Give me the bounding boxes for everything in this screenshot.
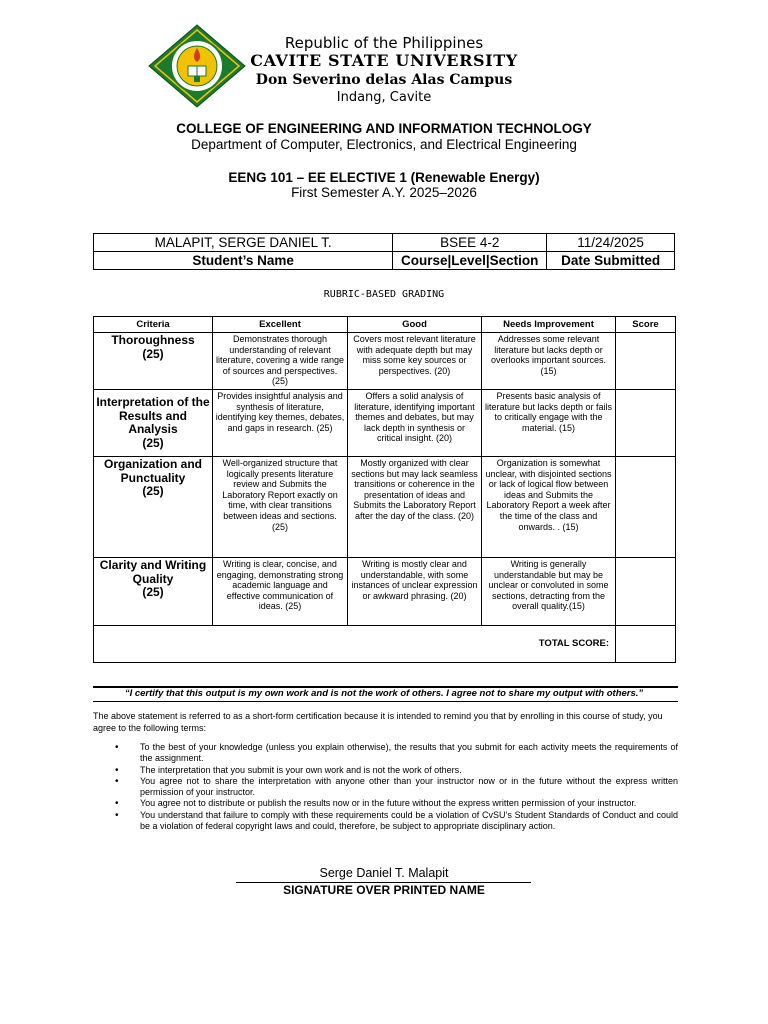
- section-label: Course|Level|Section: [393, 252, 547, 270]
- term-item: • You understand that failure to comply with these requirements could be a violation of CvSU’s Student Standards of Conduct and could be a violation of federal copyright laws and could, therefore, be subject to appropriate disciplinary action.: [93, 810, 678, 833]
- score-cell[interactable]: [616, 333, 676, 390]
- section-value: BSEE 4-2: [393, 234, 547, 252]
- date-value: 11/24/2025: [547, 234, 675, 252]
- certification-paragraph: The above statement is referred to as a short-form certification because it is intended to remind you that by enrolling in this course of study, you agree to the following terms:: [93, 711, 663, 733]
- criteria-cell: [94, 558, 213, 626]
- good-cell: Offers a solid analysis of literature, identifying important themes and debates, but may lack depth in synthesis or critical insight. (20): [348, 390, 482, 457]
- rubric-table: [93, 316, 676, 663]
- department-name: Department of Computer, Electronics, and Electrical Engineering: [191, 137, 577, 152]
- score-cell[interactable]: [616, 558, 676, 626]
- excellent-cell: Writing is clear, concise, and engaging, demonstrating strong academic language and effective communication of ideas. (25): [213, 558, 348, 626]
- header-needs-improvement: Needs Improvement: [482, 317, 616, 333]
- location-text: Indang, Cavite: [336, 90, 432, 105]
- header-score: Score: [616, 317, 676, 333]
- criteria-points: (25): [142, 484, 164, 498]
- rubric-title: RUBRIC-BASED GRADING: [323, 289, 445, 300]
- needs-cell: Addresses some relevant literature but lacks depth or overlooks important sources. (15): [482, 333, 616, 390]
- certification-statement: “I certify that this output is my own work and is not the work of others. I agree not to share my output with others.”: [124, 688, 644, 699]
- rubric-header-row: [94, 317, 676, 333]
- terms-list: [93, 742, 678, 832]
- criteria-name: Organization and Punctuality: [103, 457, 202, 485]
- semester-text: First Semester A.Y. 2025–2026: [291, 185, 477, 200]
- university-seal-icon: [148, 24, 246, 108]
- needs-cell: Presents basic analysis of literature but lacks depth or fails to critically engage with the material. (15): [482, 390, 616, 457]
- rubric-row: [94, 558, 676, 626]
- criteria-cell: [94, 390, 213, 457]
- criteria-name: Clarity and Writing Quality: [99, 558, 207, 586]
- criteria-name: Thoroughness: [111, 333, 195, 347]
- college-name: COLLEGE OF ENGINEERING AND INFORMATION TECHNOLOGY: [176, 121, 592, 136]
- republic-text: Republic of the Philippines: [284, 34, 484, 52]
- certification-rule-bottom: [93, 701, 678, 702]
- term-item: • You agree not to share the interpretation with anyone other than your instructor now or in the future without the express written permission of your instructor.: [93, 776, 678, 799]
- rubric-row: [94, 390, 676, 457]
- excellent-cell: Demonstrates thorough understanding of relevant literature, covering a wide range of sources and perspectives. (25): [213, 333, 348, 390]
- signature-name: Serge Daniel T. Malapit: [319, 866, 449, 880]
- term-item: • The interpretation that you submit is your own work and is not the work of others.: [93, 765, 678, 776]
- criteria-points: (25): [142, 435, 164, 450]
- needs-cell: Organization is somewhat unclear, with disjointed sections or lack of logical flow between ideas and Submits the Laboratory Report a week after the time of the class and onwards. . (15): [482, 457, 616, 558]
- good-cell: Mostly organized with clear sections but may lack seamless transitions or coherence in the presentation of ideas and Submits the Laboratory Report after the day of the class. (20): [348, 457, 482, 558]
- score-cell[interactable]: [616, 457, 676, 558]
- course-title: EENG 101 – EE ELECTIVE 1 (Renewable Energy): [228, 170, 540, 185]
- term-item: • You agree not to distribute or publish the results now or in the future without the express written permission of your instructor.: [93, 798, 678, 809]
- excellent-cell: Well-organized structure that logically presents literature review and Submits the Laboratory Report exactly on time, with clear transitions between ideas and sections. (25): [213, 457, 348, 558]
- header-criteria: Criteria: [94, 317, 213, 333]
- date-label: Date Submitted: [547, 252, 675, 270]
- good-cell: Writing is mostly clear and understandable, with some instances of unclear expression or awkward phrasing. (20): [348, 558, 482, 626]
- criteria-points: (25): [142, 585, 164, 599]
- signature-label: SIGNATURE OVER PRINTED NAME: [283, 883, 485, 897]
- excellent-cell: Provides insightful analysis and synthesis of literature, identifying key themes, debates, and gaps in research. (25): [213, 390, 348, 457]
- total-score-cell[interactable]: [616, 626, 676, 663]
- university-name: CAVITE STATE UNIVERSITY: [250, 51, 518, 70]
- score-cell[interactable]: [616, 390, 676, 457]
- rubric-row: [94, 333, 676, 390]
- term-item: • To the best of your knowledge (unless you explain otherwise), the results that you submit for each activity meets the requirements of the assignment.: [93, 742, 678, 765]
- header-good: Good: [348, 317, 482, 333]
- student-name-value: MALAPIT, SERGE DANIEL T.: [94, 234, 393, 252]
- criteria-cell: [94, 333, 213, 390]
- criteria-cell: [94, 457, 213, 558]
- criteria-name: Interpretation of the Results and Analysis: [96, 395, 210, 436]
- header-excellent: Excellent: [213, 317, 348, 333]
- student-info-table: [93, 233, 675, 270]
- total-row: [94, 626, 676, 663]
- good-cell: Covers most relevant literature with adequate depth but may miss some key sources or perspectives. (20): [348, 333, 482, 390]
- student-name-label: Student’s Name: [94, 252, 393, 270]
- university-header: [250, 34, 518, 106]
- campus-name: Don Severino delas Alas Campus: [255, 72, 513, 88]
- needs-cell: Writing is generally understandable but may be unclear or convoluted in some sections, detracting from the overall quality.(15): [482, 558, 616, 626]
- rubric-row: [94, 457, 676, 558]
- total-score-label: TOTAL SCORE:: [94, 626, 616, 663]
- criteria-points: (25): [142, 346, 164, 361]
